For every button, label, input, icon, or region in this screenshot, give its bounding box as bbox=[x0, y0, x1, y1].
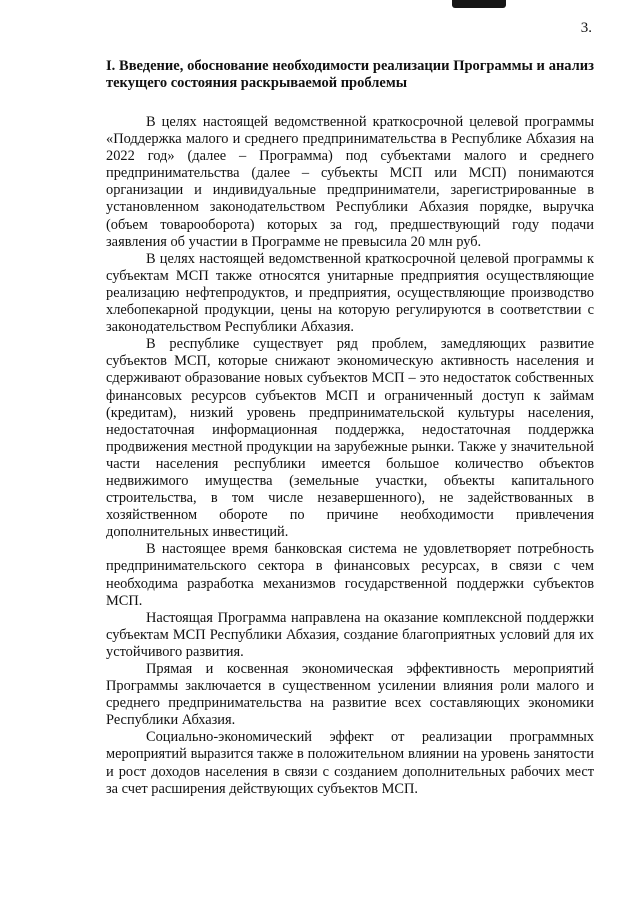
document-body bbox=[106, 58, 594, 798]
paragraph-banking-system: В настоящее время банковская система не удовлетворяет потребность предпринимательского сектора в финансовых ресурсах, в связи с чем необходима разработка механизмов государственной поддержки субъектов МСП. bbox=[106, 541, 594, 609]
paragraph-social-effect: Социально-экономический эффект от реализации программных мероприятий выразится также в положительном влиянии на уровень занятости и рост доходов населения в связи с созданием дополнительных рабочих мест за счет расширения действующих субъектов МСП. bbox=[106, 729, 594, 797]
paragraph-unitary-enterprises: В целях настоящей ведомственной краткосрочной целевой программы к субъектам МСП также относятся унитарные предприятия осуществляющие реализацию нефтепродуктов, и предприятия, осуществляющие производство хлебопекарной продукции, цены на которую регулируются в соответствии с законодательством Республики Абхазия. bbox=[106, 250, 594, 336]
scan-edge-mark bbox=[452, 0, 506, 8]
page-number: 3. bbox=[580, 20, 592, 36]
paragraph-problems: В республике существует ряд проблем, замедляющих развитие субъектов МСП, которые снижают экономическую активность населения и сдерживают образование новых субъектов МСП – это недостаток собственных финансовых ресурсов субъектов МСП и ограниченный доступ к займам (кредитам), низкий уровень предпринимательской культуры населения, недостаточная информационная поддержка, недостаточная поддержка продвижения местной продукции на зарубежные рынки. Также у значительной части населения республики имеется большое количество объектов недвижимого имущества (земельные участки, объекты капитального строительства, в том числе незавершенного), не задействованных в хозяйственном обороте по причине необходимости привлечения дополнительных инвестиций. bbox=[106, 336, 594, 541]
paragraph-efficiency: Прямая и косвенная экономическая эффективность мероприятий Программы заключается в существенном усилении влияния роли малого и среднего предпринимательства на развитие всех составляющих экономики Республики Абхазия. bbox=[106, 661, 594, 729]
section-heading: I. Введение, обоснование необходимости реализации Программы и анализ текущего состояния раскрываемой проблемы bbox=[106, 58, 594, 91]
paragraph-program-aim: Настоящая Программа направлена на оказание комплексной поддержки субъектам МСП Республики Абхазия, создание благоприятных условий для их устойчивого развития. bbox=[106, 609, 594, 660]
paragraph-definition: В целях настоящей ведомственной краткосрочной целевой программы «Поддержка малого и среднего предпринимательства в Республике Абхазия на 2022 год» (далее – Программа) под субъектами малого и среднего предпринимательства (далее – субъекты МСП или МСП) понимаются организации и индивидуальные предприниматели, зарегистрированные в установленном законодательством Республики Абхазия порядке, выручка (объем товарооборота) которых за год, предшествующий году подачи заявления об участии в Программе не превысила 20 млн руб. bbox=[106, 114, 594, 250]
